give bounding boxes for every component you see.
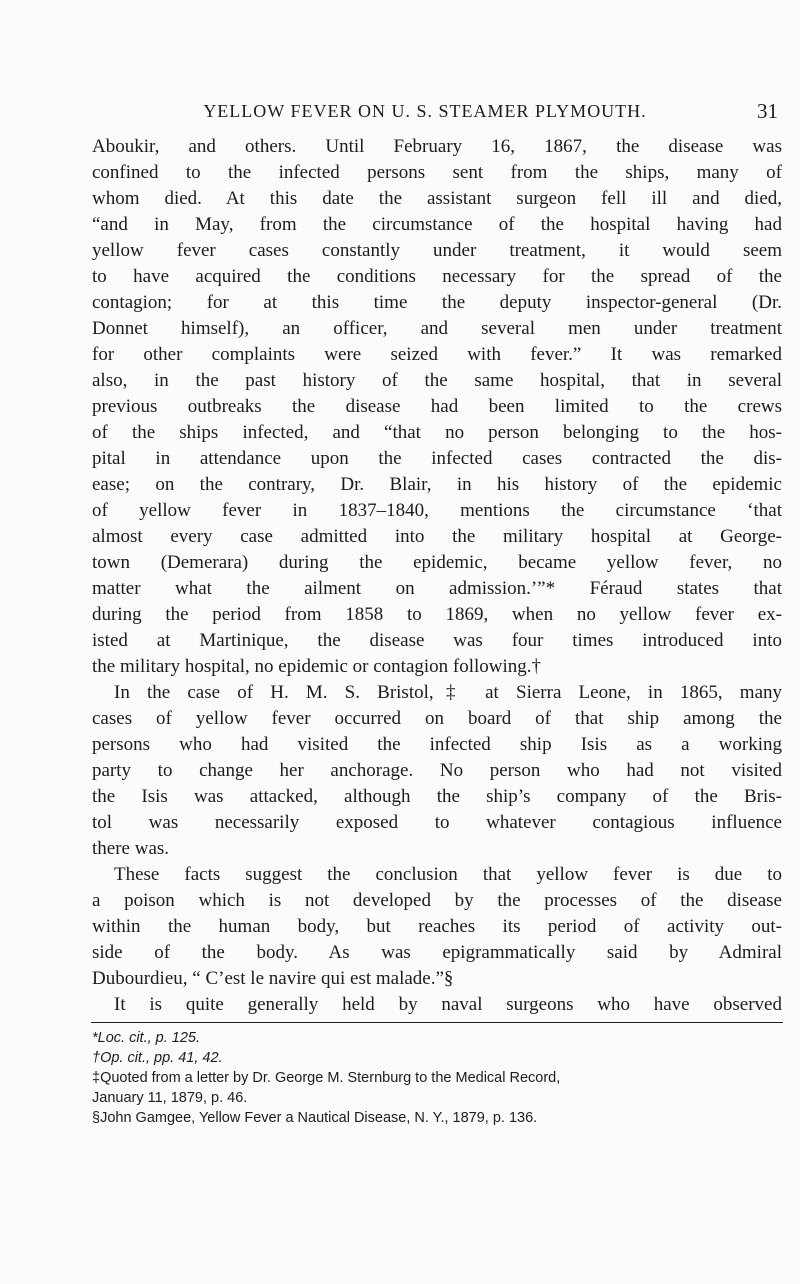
footnote: *Loc. cit., p. 125. <box>92 1030 201 1046</box>
text-line: also, in the past history of the same hospital, that in several <box>92 370 782 391</box>
text-line: previous outbreaks the disease had been limited to the crews <box>92 396 782 417</box>
footnote-divider <box>91 1022 783 1023</box>
footnote: †Op. cit., pp. 41, 42. <box>92 1050 223 1066</box>
text-line: a poison which is not developed by the processes of the disease <box>92 890 782 911</box>
text-line: to have acquired the conditions necessary for the spread of the <box>92 266 782 287</box>
text-line: within the human body, but reaches its period of activity out- <box>92 916 782 937</box>
footnote: §John Gamgee, Yellow Fever a Nautical Disease, N. Y., 1879, p. 136. <box>92 1110 538 1126</box>
text-line: isted at Martinique, the disease was four times introduced into <box>92 630 782 651</box>
text-line: matter what the ailment on admission.’”* Féraud states that <box>92 578 782 599</box>
text-line: In the case of H. M. S. Bristol,‡ at Sierra Leone, in 1865, many <box>114 682 782 703</box>
text-line: contagion; for at this time the deputy inspector-general (Dr. <box>92 292 782 313</box>
text-line: yellow fever cases constantly under treatment, it would seem <box>92 240 782 261</box>
text-line: cases of yellow fever occurred on board of that ship among the <box>92 708 782 729</box>
text-line: ease; on the contrary, Dr. Blair, in his history of the epidemic <box>92 474 782 495</box>
text-line: tol was necessarily exposed to whatever contagious influence <box>92 812 782 833</box>
text-line: there was. <box>92 838 170 859</box>
text-line: almost every case admitted into the military hospital at George- <box>92 526 782 547</box>
text-line: of yellow fever in 1837–1840, mentions the circumstance ‘that <box>92 500 782 521</box>
text-line: town (Demerara) during the epidemic, became yellow fever, no <box>92 552 782 573</box>
text-line: It is quite generally held by naval surgeons who have observed <box>114 994 782 1015</box>
text-line: pital in attendance upon the infected cases contracted the dis- <box>92 448 782 469</box>
text-line: Aboukir, and others. Until February 16, 1867, the disease was <box>92 136 782 157</box>
text-line: Dubourdieu, “ C’est le navire qui est malade.”§ <box>92 968 454 989</box>
text-line: side of the body. As was epigrammatically said by Admiral <box>92 942 782 963</box>
text-line: persons who had visited the infected ship Isis as a working <box>92 734 782 755</box>
text-line: during the period from 1858 to 1869, when no yellow fever ex- <box>92 604 782 625</box>
footnotes <box>92 1028 782 1128</box>
text-line: “and in May, from the circumstance of the hospital having had <box>92 214 782 235</box>
text-line: party to change her anchorage. No person who had not visited <box>92 760 782 781</box>
text-line: Donnet himself), an officer, and several men under treatment <box>92 318 782 339</box>
running-head-title: YELLOW FEVER ON U. S. STEAMER PLYMOUTH. <box>203 101 647 121</box>
text-line: whom died. At this date the assistant surgeon fell ill and died, <box>92 188 782 209</box>
running-head <box>90 96 780 126</box>
text-line: the Isis was attacked, although the ship’s company of the Bris- <box>92 786 782 807</box>
text-line: These facts suggest the conclusion that yellow fever is due to <box>114 864 782 885</box>
footnote-continuation: January 11, 1879, p. 46. <box>92 1090 248 1106</box>
text-line: of the ships infected, and “that no person belonging to the hos- <box>92 422 782 443</box>
text-line: for other complaints were seized with fever.” It was remarked <box>92 344 782 365</box>
text-line: confined to the infected persons sent from the ships, many of <box>92 162 782 183</box>
page-number: 31 <box>757 99 778 123</box>
footnote: ‡Quoted from a letter by Dr. George M. Sternburg to the Medical Record, <box>92 1070 561 1086</box>
body-text <box>92 134 782 1018</box>
text-line: the military hospital, no epidemic or contagion following.† <box>92 656 542 677</box>
